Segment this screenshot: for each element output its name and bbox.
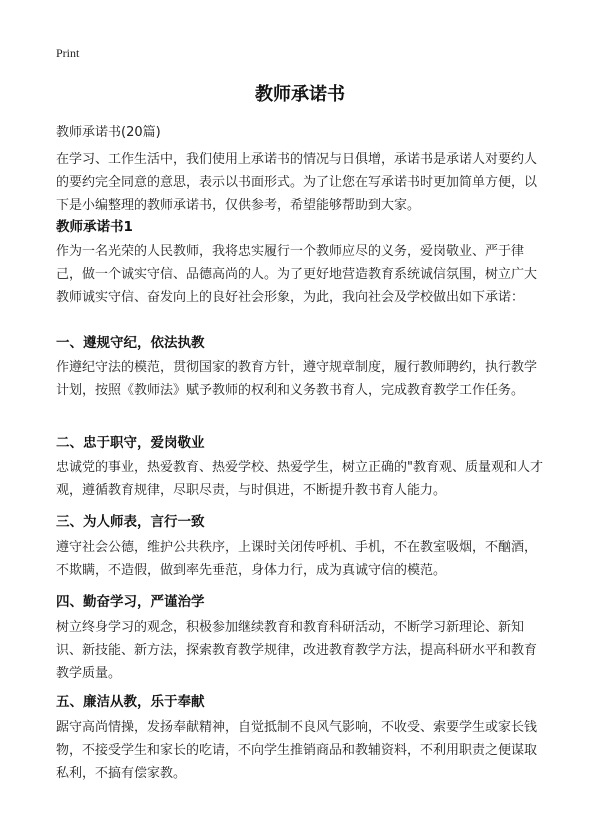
section-title: 教师承诺书1 bbox=[56, 219, 133, 235]
point-heading: 四、勤奋学习，严谨治学 bbox=[56, 594, 205, 610]
point-body: 忠诚党的事业，热爱教育、热爱学校、热爱学生，树立正确的"教育观、质量观和人才观，遵循教育规律，尽职尽责，与时俱进，不断提升教书育人能力。 bbox=[56, 460, 543, 498]
point-body: 树立终身学习的观念，积极参加继续教育和教育科研活动，不断学习新理论、新知识、新技能、新方法，探索教育教学规律，改进教育教学方法，提高科研水平和教育教学质量。 bbox=[56, 620, 538, 681]
document-subtitle: 教师承诺书(20篇) bbox=[56, 125, 161, 140]
print-label: Print bbox=[56, 46, 80, 60]
point-heading: 五、廉洁从教，乐于奉献 bbox=[56, 694, 205, 710]
point-heading: 一、遵规守纪，依法执教 bbox=[56, 335, 205, 351]
document-title: 教师承诺书 bbox=[255, 84, 345, 105]
point-body: 遵守社会公德，维护公共秩序，上课时关闭传呼机、手机，不在教室吸烟，不酗酒，不欺瞒，不造假，做到率先垂范，身体力行，成为真诚守信的模范。 bbox=[56, 540, 538, 578]
point-heading: 三、为人师表，言行一致 bbox=[56, 514, 205, 530]
point-body: 踞守高尚情操，发扬奉献精神，自觉抵制不良风气影响，不收受、索要学生或家长钱物，不接受学生和家长的吃请，不向学生推销商品和教辅资料，不利用职责之便谋取私利，不搞有偿家教。 bbox=[56, 720, 538, 781]
point-body: 作遵纪守法的模范，贯彻国家的教育方针，遵守规章制度，履行教师聘约，执行教学计划，按照《教师法》赋予教师的权利和义务教书育人，完成教育教学工作任务。 bbox=[56, 360, 538, 398]
section-intro-paragraph: 作为一名光荣的人民教师，我将忠实履行一个教师应尽的义务，爱岗敬业、严于律己，做一个诚实守信、品德高尚的人。为了更好地营造教育系统诚信氛围，树立广大教师诚实守信、奋发向上的良好社会形象，为此，我向社会及学校做出如下承诺： bbox=[56, 244, 538, 305]
point-heading: 二、忠于职守，爱岗敬业 bbox=[56, 435, 205, 451]
intro-paragraph: 在学习、工作生活中，我们使用上承诺书的情况与日俱增，承诺书是承诺人对要约人的要约完全同意的意思，表示以书面形式。为了让您在写承诺书时更加简单方便，以下是小编整理的教师承诺书，仅供参考，希望能够帮助到大家。 bbox=[56, 152, 538, 213]
